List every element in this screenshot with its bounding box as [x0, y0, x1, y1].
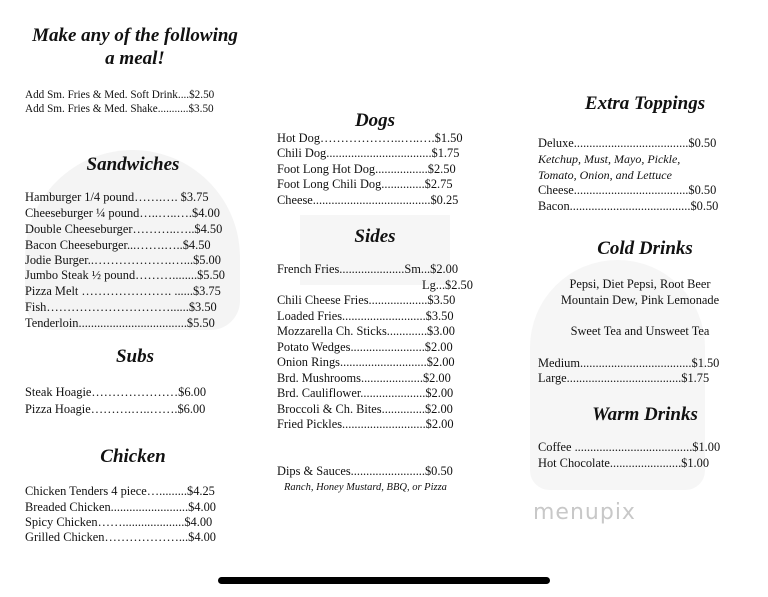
- dog-item: Cheese......................................$0.25: [277, 193, 459, 207]
- side-item: Mozzarella Ch. Sticks.............$3.00: [277, 324, 455, 338]
- sides-title: Sides: [354, 226, 396, 247]
- side-item: Broccoli & Ch. Bites..............$2.00: [277, 402, 453, 416]
- home-indicator-bar[interactable]: [218, 577, 550, 584]
- warm-drink-item: Coffee ......................................$1.00: [538, 440, 721, 454]
- chicken-item: Spicy Chicken……....................$4.00: [25, 515, 213, 529]
- topping-cheese: Cheese.....................................$0.50: [538, 183, 717, 197]
- extra-toppings-title: Extra Toppings: [584, 93, 706, 114]
- side-dips-note: Ranch, Honey Mustard, BBQ, or Pizza: [284, 482, 447, 493]
- dogs-title: Dogs: [354, 110, 396, 131]
- watermark-text: menupix: [533, 500, 636, 525]
- dog-item: Hot Dog………………..…..….$1.50: [277, 131, 463, 145]
- meal-title-line-1: Make any of the following: [32, 25, 238, 46]
- dog-item: Chili Dog..................................$1.75: [277, 146, 460, 160]
- side-item: Fried Pickles...........................$2.00: [277, 417, 454, 431]
- sandwich-item: Tenderloin...................................$5.50: [25, 316, 215, 330]
- cold-drinks-flavors-1: Pepsi, Diet Pepsi, Root Beer: [569, 277, 711, 291]
- dog-item: Foot Long Chili Dog..............$2.75: [277, 177, 453, 191]
- topping-deluxe-note-2: Tomato, Onion, and Lettuce: [538, 168, 672, 182]
- cold-drink-large: Large.....................................$1.75: [538, 371, 710, 385]
- side-french-fries-large: Lg...$2.50: [422, 278, 473, 292]
- sandwich-item: Double Cheeseburger………..…..$4.50: [25, 222, 223, 236]
- subs-title: Subs: [115, 346, 155, 367]
- sandwich-item: Fish…………………………......$3.50: [25, 300, 217, 314]
- cold-drinks-teas: Sweet Tea and Unsweet Tea: [570, 324, 710, 338]
- sandwich-item: Hamburger 1/4 pound…….…. $3.75: [25, 190, 209, 204]
- sandwich-item: Jumbo Steak ½ pound………........$5.50: [25, 268, 225, 282]
- cold-drinks-title: Cold Drinks: [597, 238, 693, 259]
- dog-item: Foot Long Hot Dog.................$2.50: [277, 162, 456, 176]
- side-item: Potato Wedges........................$2.00: [277, 340, 453, 354]
- side-dips-sauces: Dips & Sauces........................$0.50: [277, 464, 453, 478]
- chicken-item: Breaded Chicken.........................$4.00: [25, 500, 216, 514]
- warm-drink-item: Hot Chocolate.......................$1.00: [538, 456, 710, 470]
- sandwich-item: Jodie Burger..……………….…...$5.00: [25, 253, 221, 267]
- side-french-fries: French Fries.....................Sm...$2.00: [277, 262, 459, 276]
- sub-item: Pizza Hoagie……….…..…….$6.00: [25, 402, 206, 416]
- sandwich-item: Bacon Cheeseburger...…….…..$4.50: [25, 238, 211, 252]
- sandwich-item: Pizza Melt …………………. ......$3.75: [25, 284, 221, 298]
- warm-drinks-title: Warm Drinks: [592, 404, 698, 425]
- chicken-item: Chicken Tenders 4 piece….........$4.25: [25, 484, 215, 498]
- side-item: Loaded Fries...........................$3.50: [277, 309, 454, 323]
- topping-deluxe: Deluxe.....................................$0.50: [538, 136, 717, 150]
- side-item: Onion Rings............................$2.00: [277, 355, 455, 369]
- cold-drink-medium: Medium....................................$1.50: [538, 356, 720, 370]
- side-item: Chili Cheese Fries...................$3.50: [277, 293, 456, 307]
- chicken-title: Chicken: [100, 446, 166, 467]
- chicken-item: Grilled Chicken………………...$4.00: [25, 530, 217, 544]
- topping-bacon: Bacon.......................................$0.50: [538, 199, 719, 213]
- sandwiches-title: Sandwiches: [86, 154, 180, 175]
- meal-addon-soft-drink: Add Sm. Fries & Med. Soft Drink....$2.50: [25, 89, 215, 101]
- cold-drinks-flavors-2: Mountain Dew, Pink Lemonade: [560, 293, 720, 307]
- topping-deluxe-note-1: Ketchup, Must, Mayo, Pickle,: [538, 152, 681, 166]
- sandwich-item: Cheeseburger ¼ pound…..…..….$4.00: [25, 206, 220, 220]
- meal-addon-shake: Add Sm. Fries & Med. Shake...........$3.50: [25, 103, 214, 115]
- side-item: Brd. Mushrooms....................$2.00: [277, 371, 451, 385]
- side-item: Brd. Cauliflower.....................$2.00: [277, 386, 454, 400]
- sub-item: Steak Hoagie…………………$6.00: [25, 385, 207, 399]
- meal-title-line-2: a meal!: [105, 48, 165, 69]
